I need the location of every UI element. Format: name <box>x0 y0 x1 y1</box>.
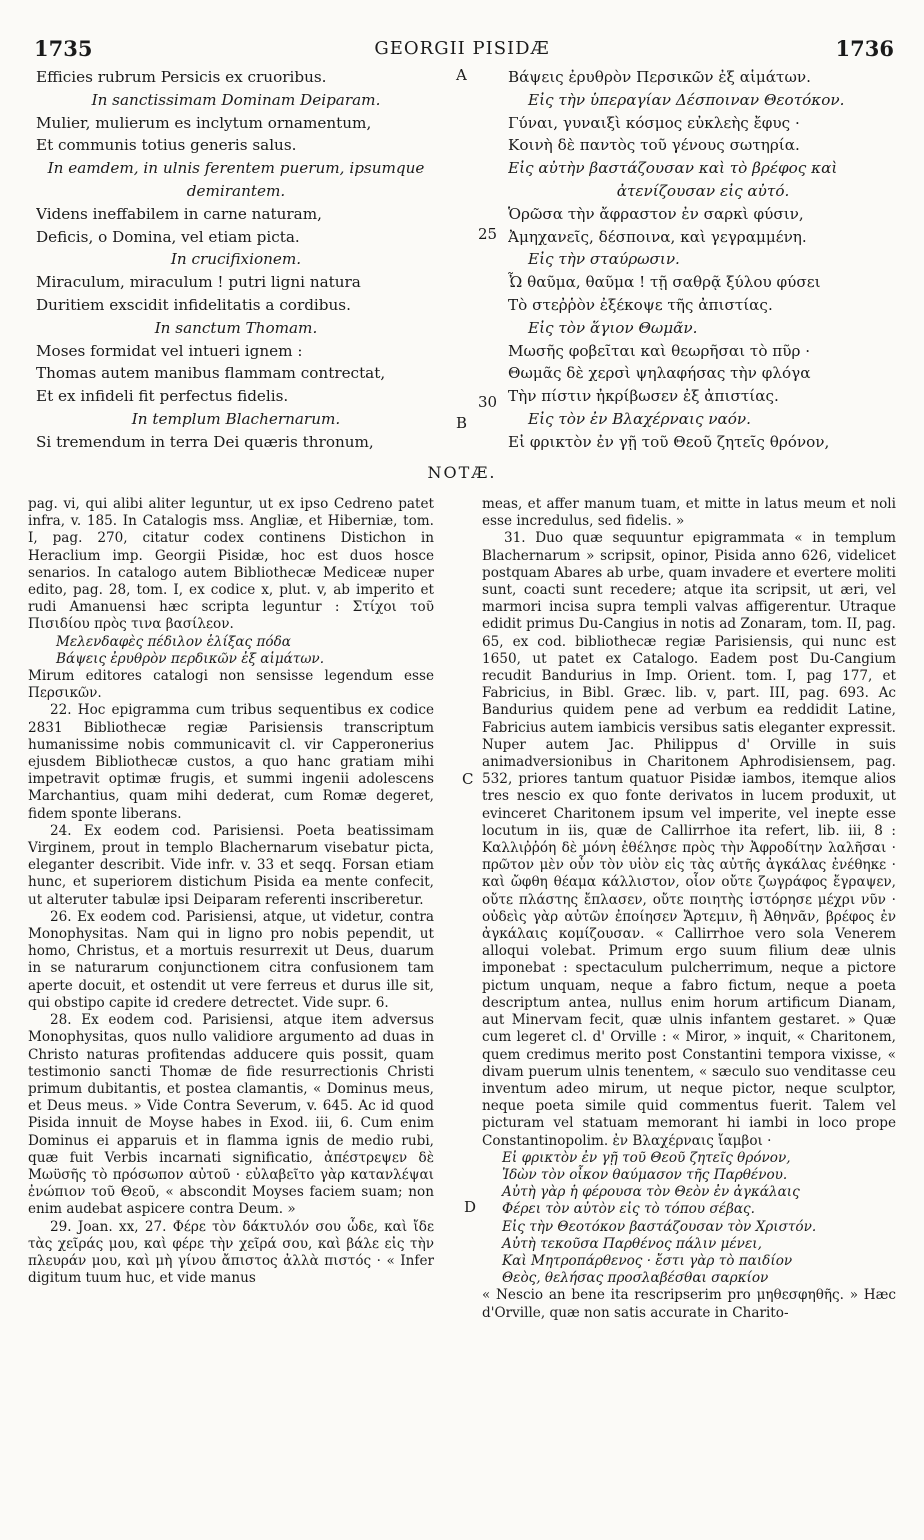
note-paragraph: 28. Ex eodem cod. Parisiensi, atque item adversus Monophysitas, quos nullo validiore argumento ad duas in Christo naturas profitendas adducere quis possit, quam testimonio sancti Thomæ de fide resurrectionis Christi primum dubitantis, et postea clamantis, « Dominus meus, et Deus meus. » Vide Contra Severum, v. 645. Ac id quod Pisida innuit de Moyse habes in Exod. iii, 6. Cum enim Dominus ei apparuis et in flamma ignis de medio rubi, quæ fuit Verbis incarnati significatio, ἀπέστρεψεν δὲ Μωϋσῆς τὸ πρόσωπον αὐτοῦ · εὐλαβεῖτο γὰρ κατανλέψαι ἐνώπιον τοῦ Θεοῦ, « abscondit Moyses faciem suam; non enim audebat aspicere contra Deum. » <box>28 1012 434 1218</box>
line-number-30: 30 <box>478 393 498 411</box>
verse-line: Τὸ στεῤῥὸν ἐξέκοψε τῆς ἀπιστίας. <box>508 295 773 314</box>
margin-marker-b: B <box>456 414 468 432</box>
notes-column-right <box>482 496 896 1322</box>
verse-heading: Εἰς τὴν σταύρωσιν. <box>528 250 680 269</box>
verse-heading: Εἰς τὸν ἐν Βλαχέρναις ναόν. <box>528 409 751 428</box>
line-number-25: 25 <box>478 225 498 243</box>
verse-line: Γύναι, γυναιξὶ κόσμος εὐκλεὴς ἔφυς · <box>508 113 800 132</box>
page-header <box>0 36 924 64</box>
verse-heading: In sanctissimam Dominam Deiparam. <box>91 90 381 109</box>
quoted-verse: Αὐτὴ τεκοῦσα Παρθένος πάλιν μένει, <box>502 1235 762 1252</box>
verse-line: Deficis, o Domina, vel etiam picta. <box>36 227 300 246</box>
verse-line: Efficies rubrum Persicis ex cruoribus. <box>36 68 327 86</box>
verse-line: Si tremendum in terra Dei quæris thronum, <box>36 432 374 451</box>
notes-column-left <box>28 496 434 1287</box>
quoted-verse: Φέρει τὸν αὐτὸν εἰς τὸ τόπου σέβας. <box>502 1201 755 1218</box>
note-paragraph: « Nescio an bene ita rescripserim pro μηθεσφηθῆς. » Hæc d'Orville, quæ non satis accurate in Charito- <box>482 1287 896 1321</box>
verse-line: Moses formidat vel intueri ignem : <box>36 341 303 360</box>
verse-heading: In sanctum Thomam. <box>154 318 318 337</box>
verse-heading: Εἰς τὴν ὑπεραγίαν Δέσποιναν Θεοτόκον. <box>528 90 845 109</box>
verse-line: Mulier, mulierum es inclytum ornamentum, <box>36 113 372 132</box>
verse-heading: In crucifixionem. <box>170 250 302 269</box>
margin-marker-d: D <box>464 1198 477 1216</box>
verse-heading: In eamdem, in ulnis ferentem puerum, ipsumque <box>47 159 425 178</box>
verse-line: Θωμᾶς δὲ χερσὶ ψηλαφήσας τὴν φλόγα <box>508 364 811 383</box>
margin-marker-c: C <box>462 770 474 788</box>
verse-line: demirantem. <box>186 181 286 200</box>
verse-line: Videns ineffabilem in carne naturam, <box>36 204 322 223</box>
greek-verse-column <box>508 66 898 454</box>
notes-heading: NOTÆ. <box>427 463 497 482</box>
verse-line: Μωσῆς φοβεῖται καὶ θεωρῆσαι τὸ πῦρ · <box>508 341 811 360</box>
quoted-verse: Αὐτὴ γὰρ ἡ φέρουσα τὸν Θεὸν ἐν ἀγκάλαις <box>502 1184 800 1201</box>
quoted-verse: Μελενδαφὲς πέδιλον ἑλίξας πόδα <box>56 633 291 650</box>
verse-line: Εἰ φρικτὸν ἐν γῇ τοῦ Θεοῦ ζητεῖς θρόνον, <box>508 432 830 451</box>
verse-line: Ὁρῶσα τὴν ἄφραστον ἐν σαρκὶ φύσιν, <box>508 204 804 223</box>
verse-line: Thomas autem manibus flammam contrectat, <box>36 364 386 383</box>
note-paragraph: pag. vi, qui alibi aliter leguntur, ut ex ipso Cedreno patet infra, v. 185. In Catalogis mss. Angliæ, et Hiberniæ, tom. I, pag. 270, citatur codex continens Distichon in Heraclium imp. Georgii Pisidæ, hoc est duos hosce senarios. In catalogo autem Bibliothecæ Mediceæ nuper edito, pag. 28, tom. I, ex codice x, plut. v, ab imperito et rudi Amanuensi hæc scripta leguntur : Στίχοι τοῦ Πισιδίου πρὸς τινα βασίλεον. <box>28 496 434 633</box>
verse-line: Εἰς αὐτὴν βαστάζουσαν καὶ τὸ βρέφος καὶ <box>508 159 838 178</box>
note-paragraph: 31. Duo quæ sequuntur epigrammata « in templum Blachernarum » scripsit, opinor, Pisida anno 626, videlicet postquam Abares ab urbe, quam invadere et evertere moliti sunt, coacti sunt recedere; atque ita scripsit, ut æri, vel marmori incisa supra templi valvas affigerentur. Utraque edidit primus Du-Cangius in notis ad Zonaram, tom. II, pag. 65, ex cod. bibliothecæ regiæ Parisiensis, qui nunc est 1650, ut patet ex Catalogo. Eadem post Du-Cangium recudit Bandurius in Imp. Orient. tom. I, pag 177, et Fabricius, in Bibl. Græc. lib. v, part. III, pag. 693. Ac Bandurius quidem pene ad verbum ea reddidit Latine, Fabricius autem iambicis versibus satis eleganter expressit. Nuper autem Jac. Philippus d' Orville in suis animadversionibus in Charitonem Aphrodisiensem, pag. 532, priores tantum quatuor Pisidæ iambos, itemque alios tres nescio ex quo fonte derivatos in lucem produxit, ut evinceret Charitonem ipsum vel imperite, vel inepte esse locutum in iis, quæ de Callirrhoe ita refert, lib. iii, 8 : Καλλιῤῥόη δὲ μόνη ἐθέλησε πρὸς τὴν Ἀφροδίτην λαλῆσαι · πρῶτον μὲν οὖν τὸν υἱὸν εἰς τὰς αὐτῆς ἀγκάλας ἐνέθηκε · καὶ ὤφθη θέαμα κάλλιστον, οἷον οὔτε ζωγράφος ἔγραψεν, οὔτε πλάστης ἔπλασεν, οὔτε ποιητὴς ἱστόρησε μέχρι νῦν · οὐδεὶς γὰρ αὐτῶν ἐποίησεν Ἄρτεμιν, ἢ Ἀθηνᾶν, βρέφος ἐν ἀγκάλαις κομίζουσαν. « Callirrhoe vero sola Venerem alloqui volebat. Primum ergo suum filium deæ ulnis imponebat : spectaculum pulcherrimum, neque a pictore pictum unquam, neque a fabro fictum, neque a poeta descriptum antea, nullus enim horum artificum Dianam, aut Minervam fecit, quæ ulnis infantem gestaret. » Quæ cum legeret cl. d' Orville : « Miror, » inquit, « Charitonem, quem credimus merito post Constantini tempora vixisse, « divam puerum ulnis tenentem, « sæculo suo venditasse ceu inventum adeo mirum, ut neque pictor, neque sculptor, neque poeta simile quid commentus fuerit. Talem vel picturam vel statuam memorant hi iambi in loco prope Constantinopolim. ἐν Βλαχέρναις ἴαμβοι · <box>482 530 896 1149</box>
verse-line: Κοινὴ δὲ παντὸς τοῦ γένους σωτηρία. <box>508 136 800 155</box>
note-paragraph: Mirum editores catalogi non sensisse legendum esse Περσικῶν. <box>28 668 434 702</box>
page-number-right: 1736 <box>835 36 894 61</box>
verse-line: Miraculum, miraculum ! putri ligni natura <box>36 273 361 292</box>
note-paragraph: 22. Hoc epigramma cum tribus sequentibus ex codice 2831 Bibliothecæ regiæ Parisiensis transcriptum humanissime nobis communicavit cl. vir Capperonerius ejusdem Bibliothecæ custos, a quo hanc gratiam mihi impetravit optimæ frugis, et summi ingenii adolescens Marchantius, quam mihi dederat, cum Romæ degeret, fidem sponte liberans. <box>28 702 434 822</box>
quoted-verse: Ἰδὼν τὸν οἶκον θαύμασον τῆς Παρθένου. <box>502 1166 788 1183</box>
verse-line: Et ex infideli fit perfectus fidelis. <box>36 387 289 406</box>
note-paragraph: meas, et affer manum tuam, et mitte in latus meum et noli esse incredulus, sed fidelis. » <box>482 496 896 530</box>
verse-line: Τὴν πίστιν ἠκρίβωσεν ἐξ ἀπιστίας. <box>508 387 779 406</box>
latin-verse-column <box>36 66 436 454</box>
page-number-left: 1735 <box>34 36 93 61</box>
note-paragraph: 26. Ex eodem cod. Parisiensi, atque, ut videtur, contra Monophysitas. Nam qui in ligno pro nobis pependit, ut homo, Christus, et a mortuis resurrexit ut Deus, duarum in se naturarum conjunctionem citra confusionem tam aperte docuit, et ostendit ut vere ferreus et durus ille sit, qui obstipo capite id credere detrectet. Vide supr. 6. <box>28 908 434 1011</box>
verse-line: ἀτενίζουσαν εἰς αὐτό. <box>616 181 790 200</box>
verse-line: Et communis totius generis salus. <box>36 136 297 155</box>
verse-line: Duritiem exscidit infidelitatis a cordibus. <box>36 295 351 314</box>
margin-marker-a: A <box>456 66 467 84</box>
verse-line: Ὦ θαῦμα, θαῦμα ! τῇ σαθρᾷ ξύλου φύσει <box>508 273 821 292</box>
note-paragraph: 29. Joan. xx, 27. Φέρε τὸν δάκτυλόν σου ὧδε, καὶ ἴδε τὰς χεῖράς μου, καὶ φέρε τὴν χεῖρά σου, καὶ βάλε εἰς τὴν πλευράν μου, καὶ μὴ γίνου ἄπιστος ἀλλὰ πιστός · « Infer digitum tuum huc, et vide manus <box>28 1218 434 1287</box>
running-title: GEORGII PISIDÆ <box>374 38 550 59</box>
note-paragraph: 24. Ex eodem cod. Parisiensi. Poeta beatissimam Virginem, prout in templo Blachernarum visebatur picta, eleganter describit. Vide infr. v. 33 et seqq. Forsan etiam hunc, et superiorem distichum Pisida ea mente confecit, ut alteruter tabulæ ipsi Deiparam referenti inscriberetur. <box>28 822 434 908</box>
quoted-verse: Βάψεις ἐρυθρὸν περδικῶν ἐξ αἱμάτων. <box>56 650 325 667</box>
quoted-verse: Θεὸς, θελήσας προσλαβέσθαι σαρκίον <box>502 1270 769 1287</box>
quoted-verse: Καὶ Μητροπάρθενος · ἔστι γὰρ τὸ παιδίον <box>502 1252 793 1269</box>
verse-heading: In templum Blachernarum. <box>131 409 341 428</box>
verse-heading: Εἰς τὸν ἅγιον Θωμᾶν. <box>528 318 698 337</box>
quoted-verse: Εἰς τὴν Θεοτόκον βαστάζουσαν τὸν Χριστόν. <box>502 1218 817 1235</box>
quoted-verse: Εἰ φρικτὸν ἐν γῇ τοῦ Θεοῦ ζητεῖς θρόνον, <box>502 1149 791 1166</box>
verse-line: Βάψεις ἐρυθρὸν Περσικῶν ἐξ αἱμάτων. <box>508 68 811 86</box>
verse-line: Ἀμηχανεῖς, δέσποινα, καὶ γεγραμμένη. <box>508 227 807 246</box>
